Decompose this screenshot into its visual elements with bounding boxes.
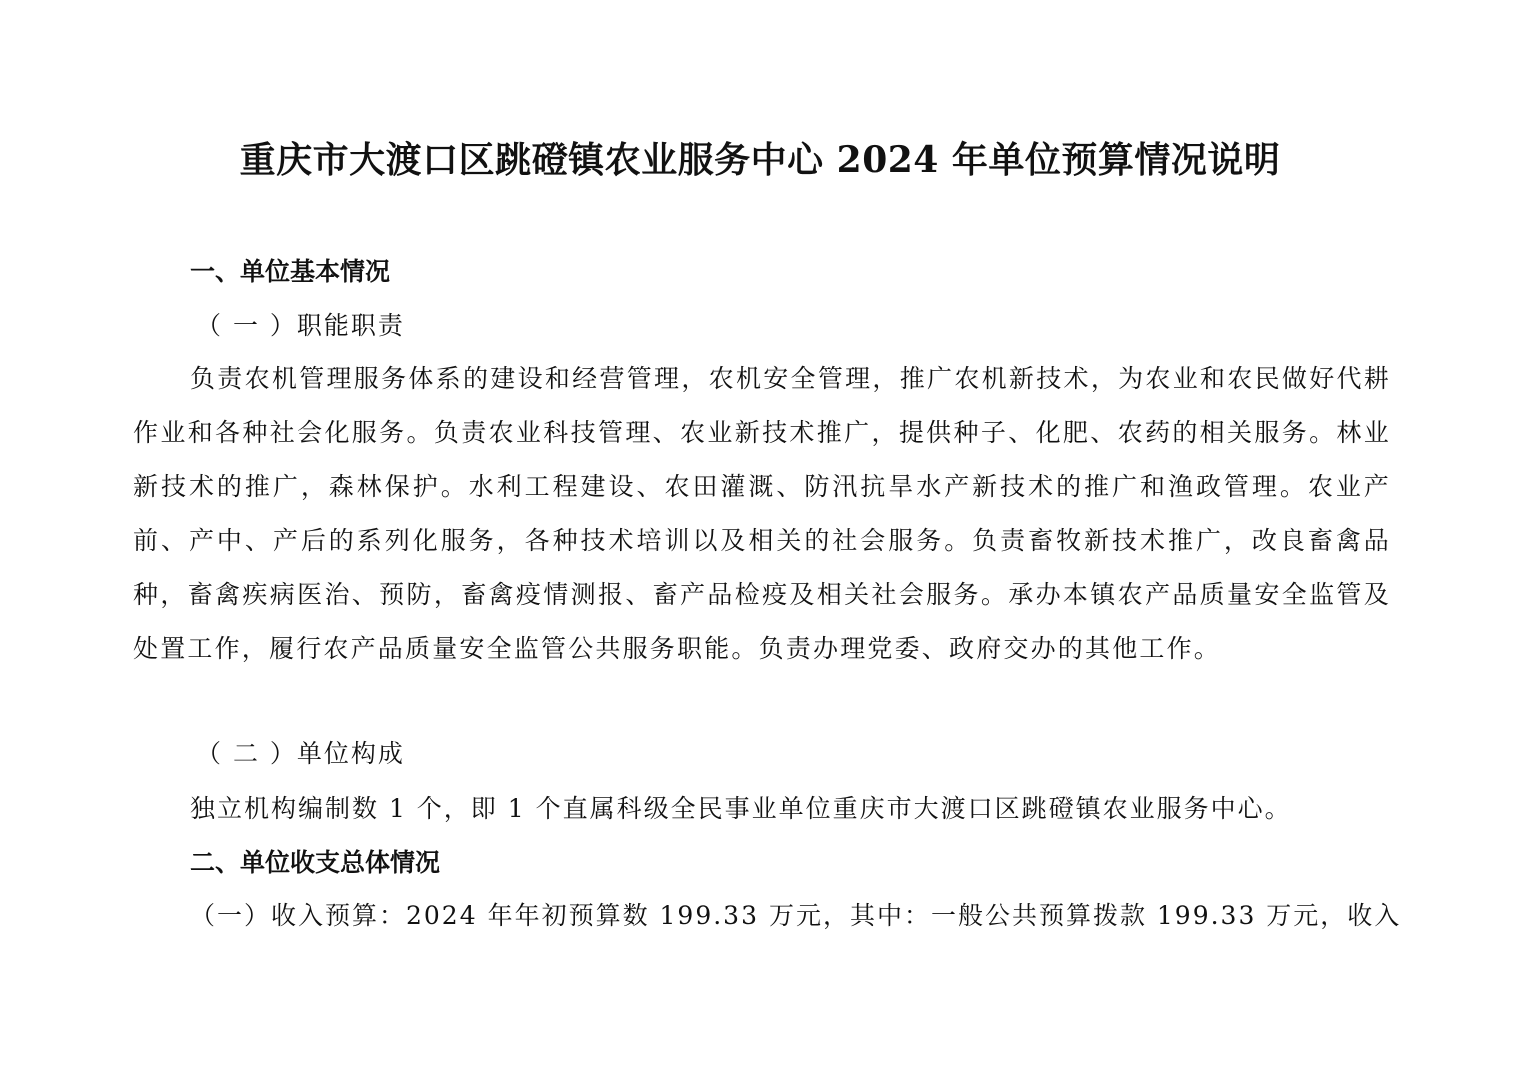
subsection-heading-functions: （ 一 ）职能职责 bbox=[196, 311, 405, 340]
income-budget-line: （一）收入预算：2024 年年初预算数 199.33 万元，其中：一般公共预算拨款 199.33 万元，收入 bbox=[190, 901, 1402, 930]
functions-paragraph: 负责农机管理服务体系的建设和经营管理，农机安全管理，推广农机新技术，为农业和农民做好代耕作业和各种社会化服务。负责农业科技管理、农业新技术推广，提供种子、化肥、农药的相关服务。林业新技术的推广，森林保护。水利工程建设、农田灌溉、防汛抗旱水产新技术的推广和渔政管理。农业产前、产中、产后的系列化服务，各种技术培训以及相关的社会服务。负责畜牧新技术推广，改良畜禽品种，畜禽疾病医治、预防，畜禽疫情测报、畜产品检疫及相关社会服务。承办本镇农产品质量安全监管及处置工作，履行农产品质量安全监管公共服务职能。负责办理党委、政府交办的其他工作。 bbox=[133, 364, 1391, 663]
composition-paragraph: 独立机构编制数 1 个，即 1 个直属科级全民事业单位重庆市大渡口区跳磴镇农业服务中心。 bbox=[190, 794, 1292, 823]
section-heading-basic-info: 一、单位基本情况 bbox=[190, 257, 391, 286]
subsection-heading-composition: （ 二 ）单位构成 bbox=[196, 739, 405, 768]
document-title: 重庆市大渡口区跳磴镇农业服务中心 2024 年单位预算情况说明 bbox=[239, 139, 1281, 181]
section-heading-budget-overview: 二、单位收支总体情况 bbox=[190, 848, 441, 877]
